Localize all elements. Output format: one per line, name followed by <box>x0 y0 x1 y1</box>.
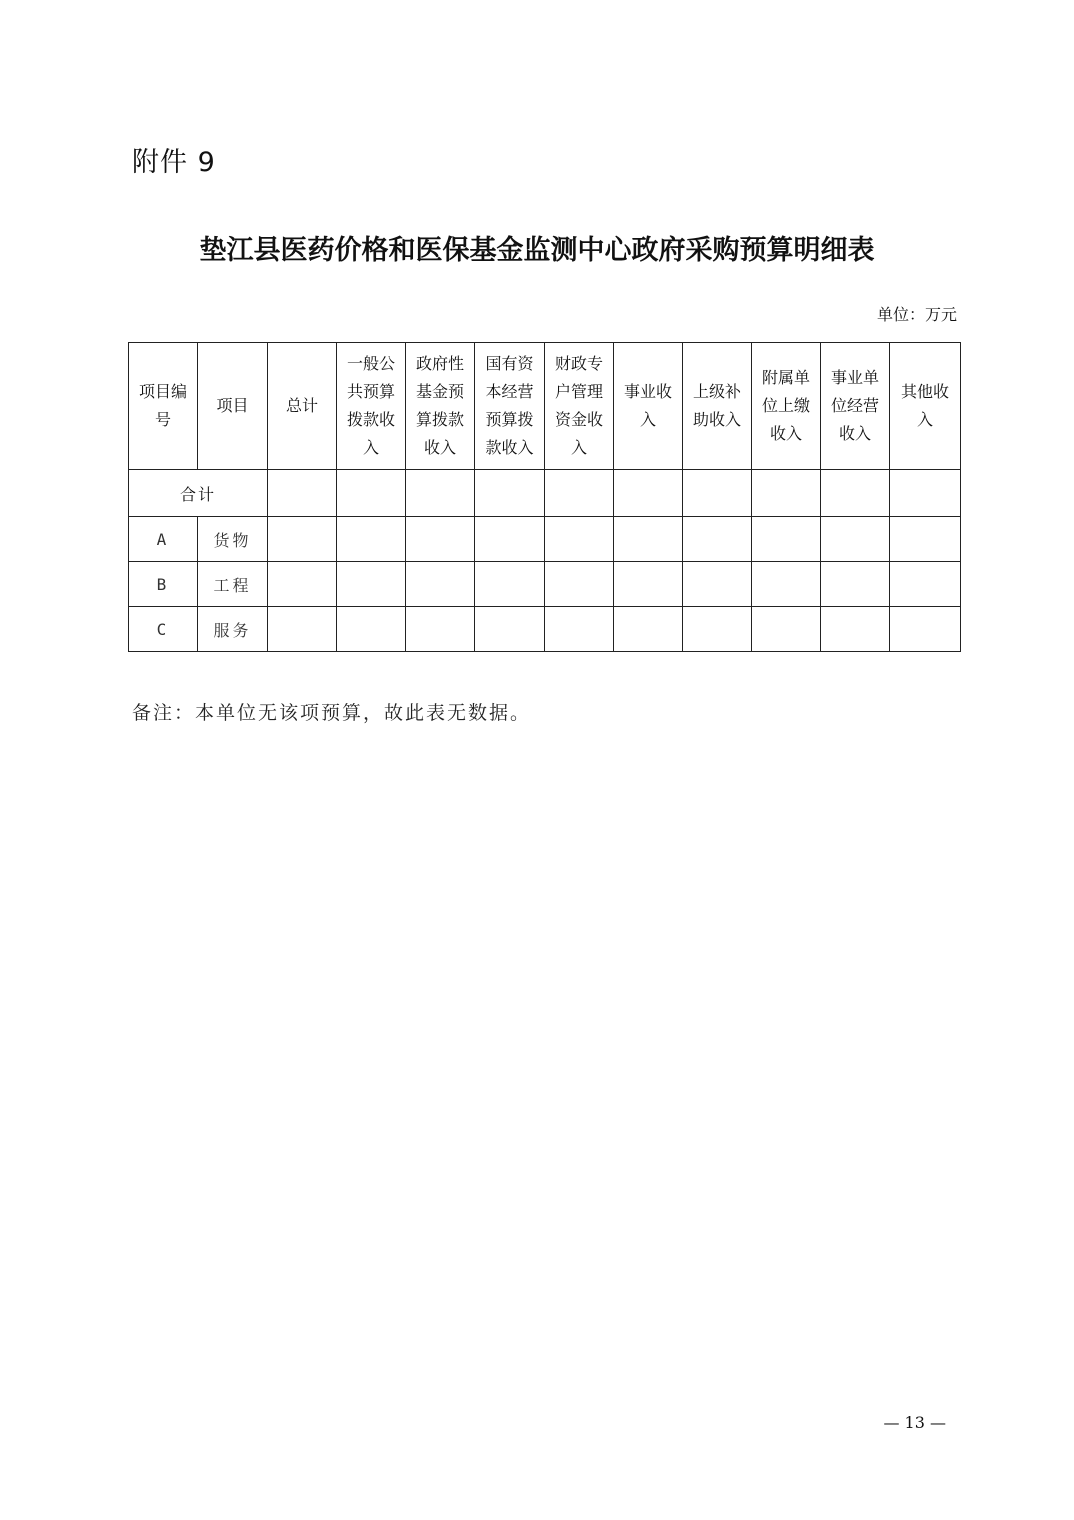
table-cell <box>752 470 821 517</box>
table-cell <box>683 607 752 652</box>
row-code: B <box>129 562 198 607</box>
unit-label: 单位：万元 <box>876 305 957 324</box>
table-cell <box>406 607 475 652</box>
table-header-row <box>129 343 961 470</box>
table-cell <box>821 607 890 652</box>
header-gov-fund: 政府性基金预算拨款收入 <box>406 343 475 470</box>
table-cell <box>821 517 890 562</box>
table-row <box>129 562 961 607</box>
table-cell <box>614 470 683 517</box>
table-cell <box>752 607 821 652</box>
table-cell <box>406 517 475 562</box>
table-cell <box>614 607 683 652</box>
page-number: — 13 — <box>883 1413 946 1432</box>
table-cell <box>475 517 545 562</box>
total-label: 合计 <box>129 470 268 517</box>
table-cell <box>890 517 961 562</box>
header-project-code: 项目编号 <box>129 343 198 470</box>
table-cell <box>337 562 406 607</box>
table-cell <box>890 562 961 607</box>
header-affiliated-income: 附属单位上缴收入 <box>752 343 821 470</box>
header-business-income: 事业收入 <box>614 343 683 470</box>
header-superior-subsidy: 上级补助收入 <box>683 343 752 470</box>
table-cell <box>337 517 406 562</box>
header-other-income: 其他收入 <box>890 343 961 470</box>
table-cell <box>337 470 406 517</box>
header-state-capital: 国有资本经营预算拨款收入 <box>475 343 545 470</box>
header-total: 总计 <box>268 343 337 470</box>
row-code: C <box>129 607 198 652</box>
row-name: 货物 <box>198 517 268 562</box>
table-cell <box>337 607 406 652</box>
table-cell <box>406 562 475 607</box>
table-cell <box>268 562 337 607</box>
attachment-label: 附件 9 <box>132 147 216 178</box>
table-note: 备注：本单位无该项预算，故此表无数据。 <box>132 702 532 724</box>
header-operating-income: 事业单位经营收入 <box>821 343 890 470</box>
table-cell <box>268 517 337 562</box>
header-fiscal-account: 财政专户管理资金收入 <box>545 343 614 470</box>
table-cell <box>545 470 614 517</box>
table-cell <box>406 470 475 517</box>
table-cell <box>614 562 683 607</box>
table-cell <box>545 607 614 652</box>
table-cell <box>752 517 821 562</box>
table-cell <box>752 562 821 607</box>
header-project: 项目 <box>198 343 268 470</box>
table-cell <box>821 470 890 517</box>
table-cell <box>268 470 337 517</box>
row-name: 工程 <box>198 562 268 607</box>
table-cell <box>475 607 545 652</box>
table-cell <box>821 562 890 607</box>
table-cell <box>683 470 752 517</box>
table-cell <box>890 470 961 517</box>
table-cell <box>890 607 961 652</box>
table-cell <box>614 517 683 562</box>
table-cell <box>683 517 752 562</box>
table-row <box>129 517 961 562</box>
header-general-budget: 一般公共预算拨款收入 <box>337 343 406 470</box>
table-cell <box>683 562 752 607</box>
table-total-row <box>129 470 961 517</box>
table-cell <box>475 470 545 517</box>
table-cell <box>545 517 614 562</box>
budget-table <box>128 342 961 652</box>
row-name: 服务 <box>198 607 268 652</box>
table-cell <box>268 607 337 652</box>
table-row <box>129 607 961 652</box>
row-code: A <box>129 517 198 562</box>
table-cell <box>545 562 614 607</box>
page-title: 垫江县医药价格和医保基金监测中心政府采购预算明细表 <box>199 235 875 266</box>
table-cell <box>475 562 545 607</box>
